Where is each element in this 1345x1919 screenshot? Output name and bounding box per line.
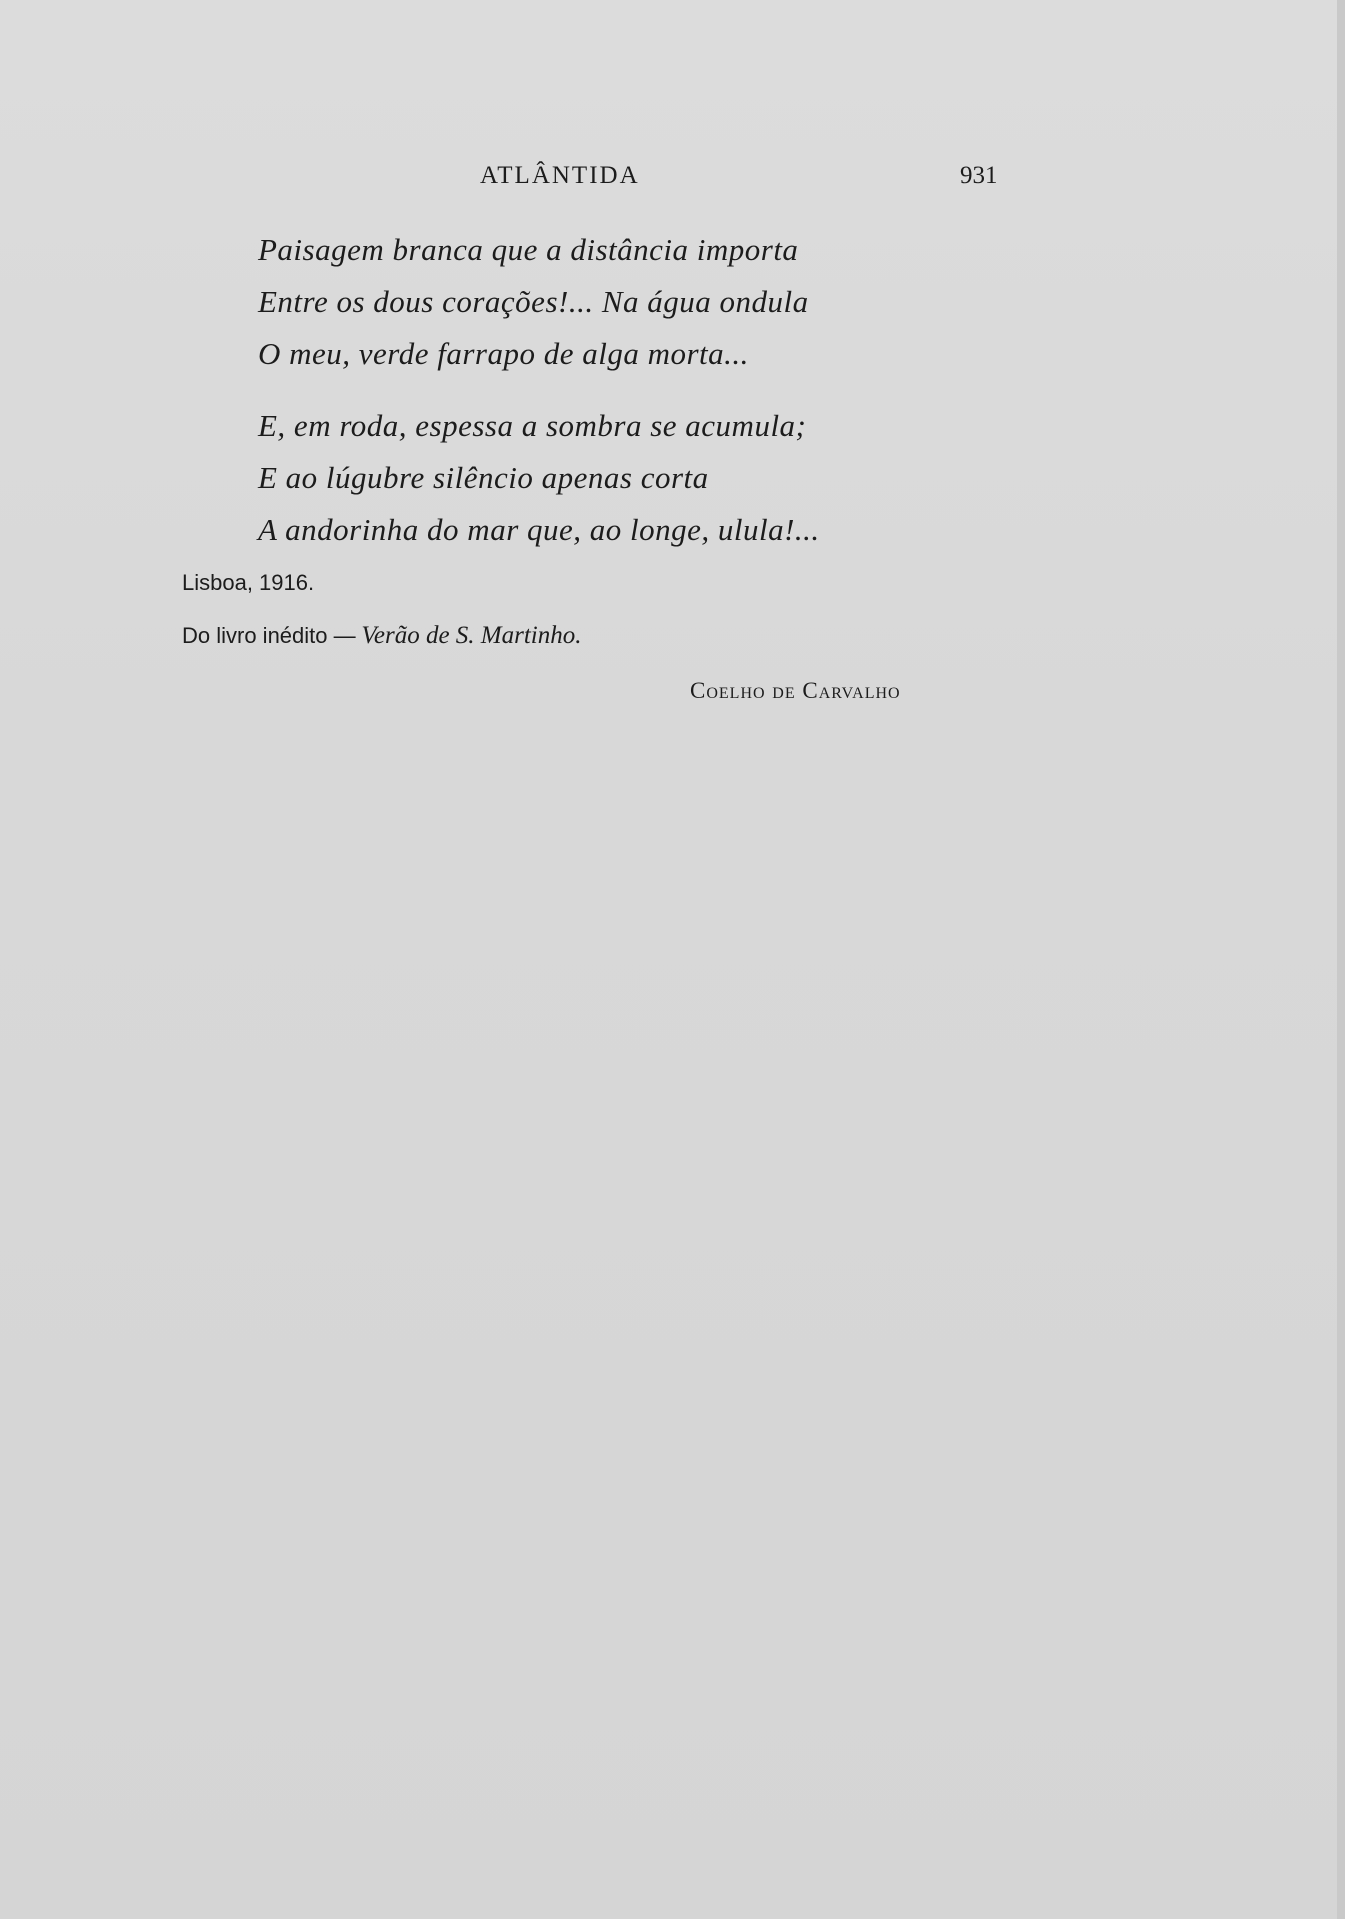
- poem-stanza-2: [258, 400, 820, 556]
- page-number: 931: [960, 162, 998, 189]
- author-signature: Coelho de Carvalho: [690, 678, 901, 703]
- source-prefix: Do livro inédito —: [182, 623, 356, 648]
- place-date: Lisboa, 1916.: [182, 570, 315, 595]
- poem-line: Entre os dous corações!... Na água ondula: [258, 284, 809, 319]
- poem-stanza-1: [258, 224, 809, 380]
- poem-line: E, em roda, espessa a sombra se acumula;: [258, 408, 807, 443]
- poem-line: A andorinha do mar que, ao longe, ulula!...: [258, 512, 820, 547]
- source-note: [182, 622, 582, 650]
- page-edge: [1337, 0, 1345, 1919]
- poem-line: Paisagem branca que a distância importa: [258, 232, 799, 267]
- running-title: ATLÂNTIDA: [480, 162, 640, 189]
- source-title: Verão de S. Martinho.: [361, 622, 582, 649]
- poem-line: E ao lúgubre silêncio apenas corta: [258, 460, 709, 495]
- poem-line: O meu, verde farrapo de alga morta...: [258, 336, 749, 371]
